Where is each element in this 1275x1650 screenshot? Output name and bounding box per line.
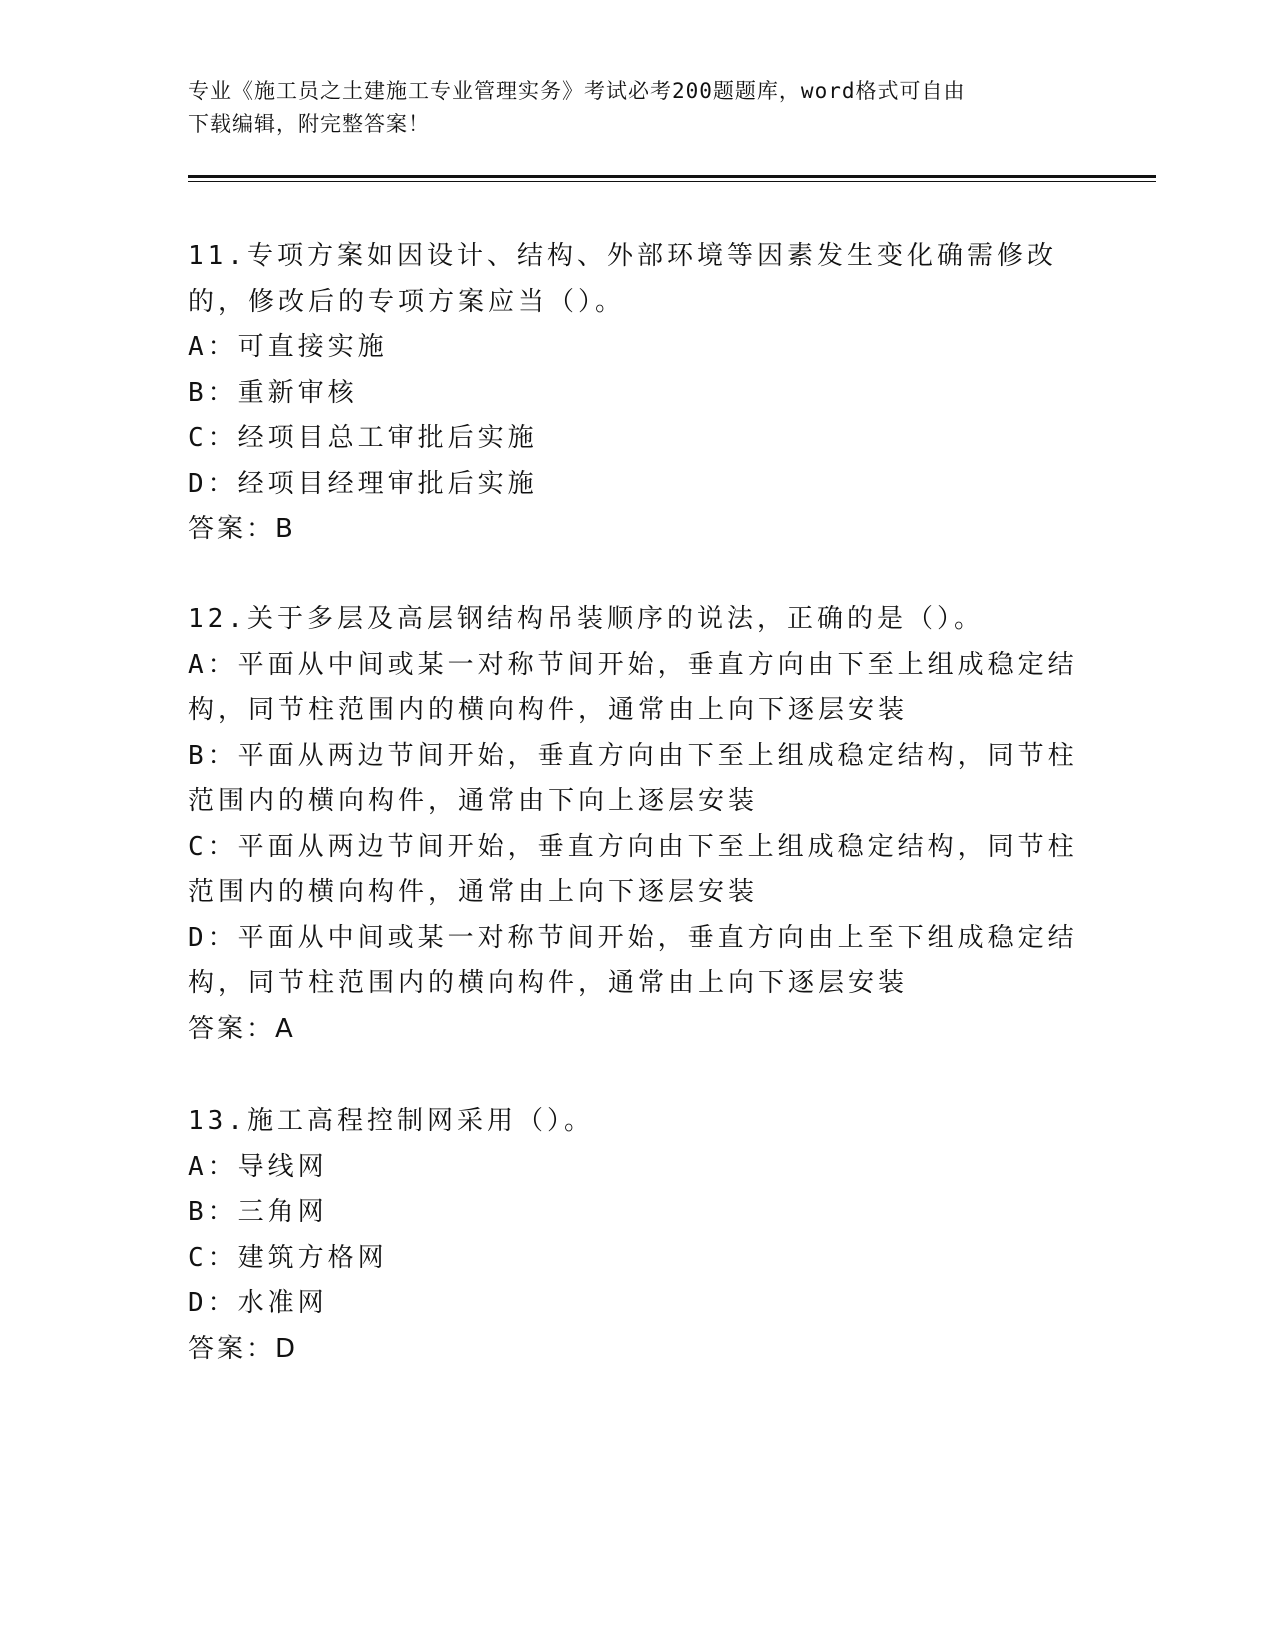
option-c: C：平面从两边节间开始，垂直方向由下至上组成稳定结构，同节柱范围内的横向构件，通常由上向下逐层安装 [188, 831, 1078, 907]
option-a: A：导线网 [188, 1151, 328, 1182]
option-d: D：经项目经理审批后实施 [188, 468, 538, 499]
option-b: B：平面从两边节间开始，垂直方向由下至上组成稳定结构，同节柱范围内的横向构件，通常由下向上逐层安装 [188, 740, 1078, 816]
header-divider-thick [188, 175, 1156, 178]
option-a: A：平面从中间或某一对称节间开始，垂直方向由下至上组成稳定结构，同节柱范围内的横向构件，通常由上向下逐层安装 [188, 649, 1078, 725]
option-c: C：经项目总工审批后实施 [188, 423, 538, 453]
answer: 答案：B [188, 514, 296, 544]
question-stem: 12.关于多层及高层钢结构吊装顺序的说法，正确的是（）。 [188, 604, 984, 634]
option-c: C：建筑方格网 [188, 1242, 388, 1273]
document-header [188, 75, 1078, 141]
question-11 [188, 234, 1088, 553]
option-b: B：重新审核 [188, 377, 358, 408]
option-d: D：水准网 [188, 1288, 328, 1318]
header-line-2: 下载编辑，附完整答案！ [188, 112, 430, 136]
answer: 答案：A [188, 1013, 296, 1044]
option-d: D：平面从中间或某一对称节间开始，垂直方向由上至下组成稳定结构，同节柱范围内的横向构件，通常由上向下逐层安装 [188, 922, 1078, 998]
option-a: A：可直接实施 [188, 332, 388, 362]
question-12 [188, 597, 1088, 1052]
question-stem: 13.施工高程控制网采用（）。 [188, 1106, 594, 1136]
question-13 [188, 1099, 1088, 1372]
option-b: B：三角网 [188, 1197, 328, 1227]
header-line-1: 专业《施工员之土建施工专业管理实务》考试必考200题题库，word格式可自由 [188, 79, 966, 103]
answer: 答案：D [188, 1333, 299, 1364]
question-stem: 11.专项方案如因设计、结构、外部环境等因素发生变化确需修改的，修改后的专项方案应当（）。 [188, 241, 1057, 317]
header-divider-thin [188, 181, 1156, 182]
